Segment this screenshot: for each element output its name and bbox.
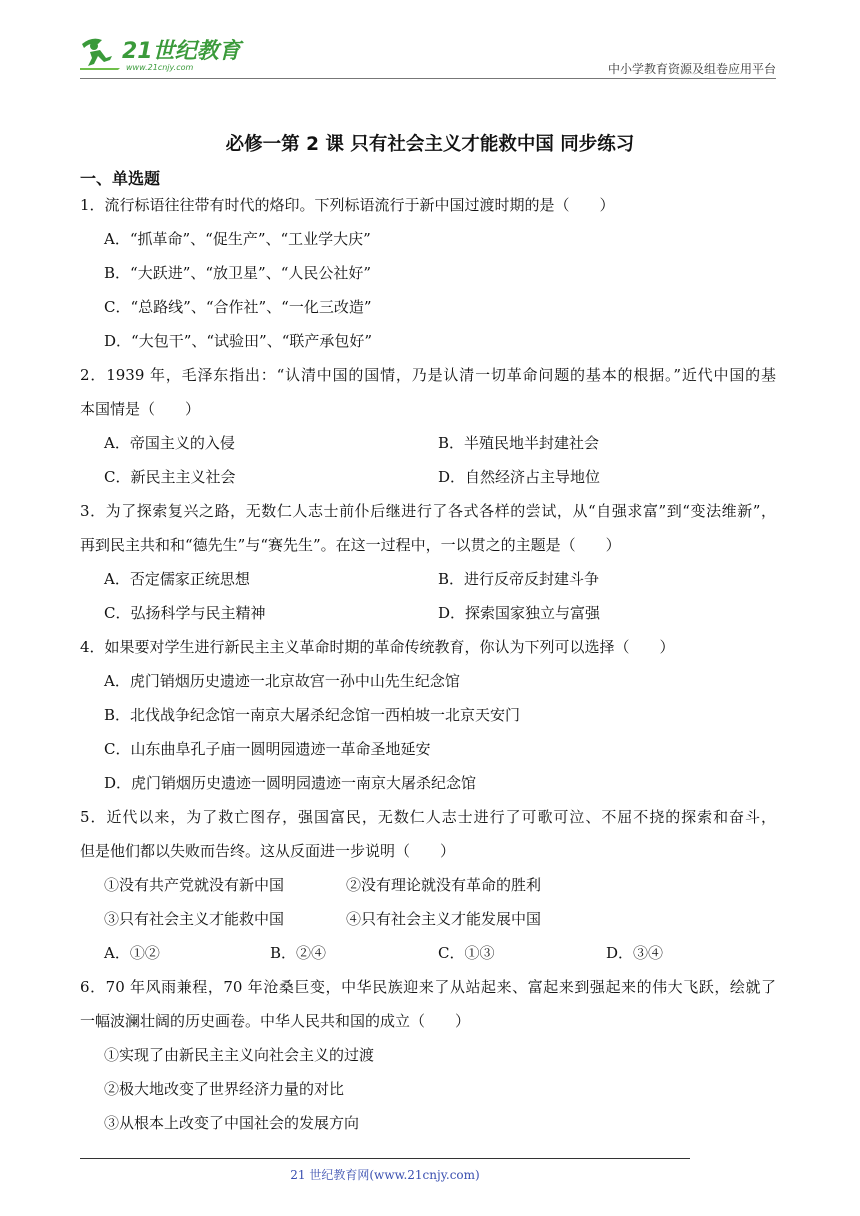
question-5-statement-4: ④只有社会主义才能发展中国 [346,910,542,928]
question-3-option-d[interactable]: D．探索国家独立与富强 [438,604,601,622]
section-heading: 一、单选题 [80,169,161,188]
question-2-option-a[interactable]: A．帝国主义的入侵 [104,434,235,452]
question-5-statement-1: ①没有共产党就没有新中国 [104,876,285,894]
question-5-option-a[interactable]: A．①② [104,944,160,962]
logo-url: www.21cnjy.com [126,63,194,72]
question-5-option-c[interactable]: C．①③ [438,944,495,962]
header-divider [80,78,776,79]
question-6-stem-line-1: 6．70 年风雨兼程，70 年沧桑巨变，中华民族迎来了从站起来、富起来到强起来的伟大飞跃，绘就了 [80,978,776,996]
question-1-stem: 1．流行标语往往带有时代的烙印。下列标语流行于新中国过渡时期的是（ ） [80,196,615,214]
question-4-option-c[interactable]: C．山东曲阜孔子庙一圆明园遗迹一革命圣地延安 [104,740,431,758]
question-2-option-c[interactable]: C．新民主主义社会 [104,468,236,486]
question-4-option-d[interactable]: D．虎门销烟历史遗迹一圆明园遗迹一南京大屠杀纪念馆 [104,774,477,792]
question-4-option-a[interactable]: A．虎门销烟历史遗迹一北京故宫一孙中山先生纪念馆 [104,672,460,690]
question-1-option-d[interactable]: D．“大包干”、“试验田”、“联产承包好” [104,332,373,350]
question-2-option-d[interactable]: D．自然经济占主导地位 [438,468,601,486]
question-1-option-a[interactable]: A．“抓革命”、“促生产”、“工业学大庆” [104,230,371,248]
question-1-option-c[interactable]: C．“总路线”、“合作社”、“一化三改造” [104,298,372,316]
logo-text: 21世纪教育 [122,39,241,64]
question-5-stem-line-2: 但是他们都以失败而告终。这从反面进一步说明（ ） [80,842,456,860]
footer-divider [80,1158,690,1159]
question-6-statement-1: ①实现了由新民主主义向社会主义的过渡 [104,1046,375,1064]
page-title: 必修一第 2 课 只有社会主义才能救中国 同步练习 [225,134,635,155]
question-5-option-b[interactable]: B．②④ [270,944,327,962]
question-3-option-b[interactable]: B．进行反帝反封建斗争 [438,570,600,588]
question-5-option-d[interactable]: D．③④ [606,944,664,962]
question-4-stem: 4．如果要对学生进行新民主主义革命时期的革命传统教育，你认为下列可以选择（ ） [80,638,675,656]
question-6-statement-2: ②极大地改变了世界经济力量的对比 [104,1080,345,1098]
question-4-option-b[interactable]: B．北伐战争纪念馆一南京大屠杀纪念馆一西柏坡一北京天安门 [104,706,521,724]
question-2-stem-line-1: 2．1939 年，毛泽东指出：“认清中国的国情，乃是认清一切革命问题的基本的根据。”近代中国的基 [80,366,776,384]
question-5-stem-line-1: 5．近代以来，为了救亡图存，强国富民，无数仁人志士进行了可歌可泣、不屈不挠的探索和奋斗， [80,808,776,826]
question-5-statement-2: ②没有理论就没有革命的胜利 [346,876,542,894]
question-3-stem-line-1: 3．为了探索复兴之路，无数仁人志士前仆后继进行了各式各样的尝试，从“自强求富”到“变法维新”， [80,502,776,520]
question-1-option-b[interactable]: B．“大跃进”、“放卫星”、“人民公社好” [104,264,372,282]
question-3-stem-line-2: 再到民主共和和“德先生”与“赛先生”。在这一过程中，一以贯之的主题是（ ） [80,536,621,554]
question-6-stem-line-2: 一幅波澜壮阔的历史画卷。中华人民共和国的成立（ ） [80,1012,471,1030]
platform-name: 中小学教育资源及组卷应用平台 [607,62,776,76]
question-6-statement-3: ③从根本上改变了中国社会的发展方向 [104,1114,360,1132]
question-2-stem-line-2: 本国情是（ ） [80,400,201,418]
question-2-option-b[interactable]: B．半殖民地半封建社会 [438,434,600,452]
logo-21cnjy [80,34,250,74]
question-5-statement-3: ③只有社会主义才能救中国 [104,910,285,928]
question-3-option-c[interactable]: C．弘扬科学与民主精神 [104,604,266,622]
question-3-option-a[interactable]: A．否定儒家正统思想 [104,570,250,588]
footer-text[interactable]: 21 世纪教育网(www.21cnjy.com) [290,1168,480,1182]
page-header [80,30,776,80]
